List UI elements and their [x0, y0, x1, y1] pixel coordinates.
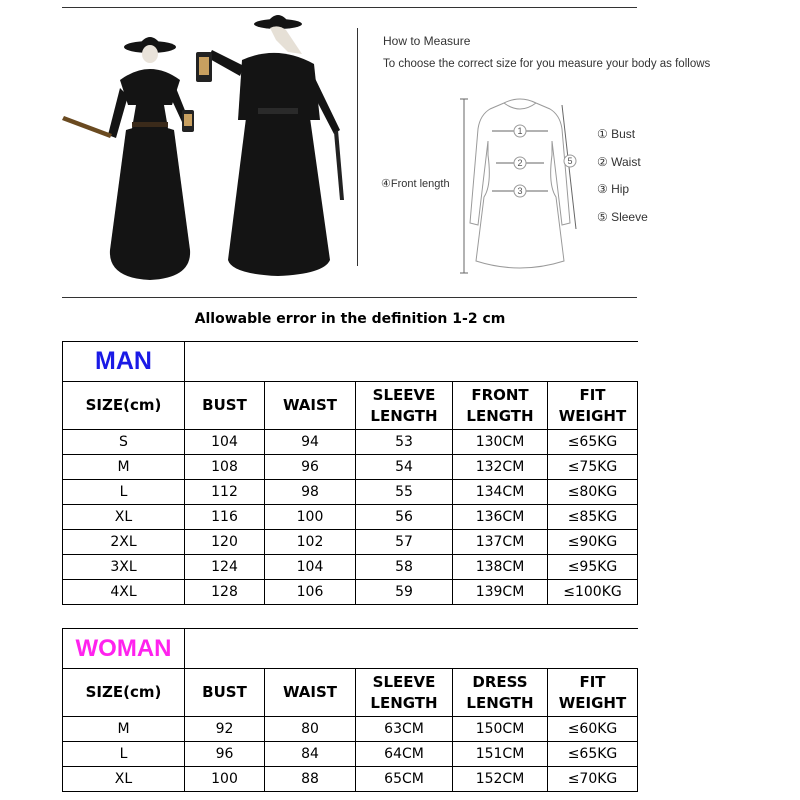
num-sleeve: 5 — [567, 156, 573, 166]
table-cell: 120 — [185, 530, 265, 555]
divider-rule — [62, 297, 637, 298]
table-cell: 100 — [185, 767, 265, 792]
woman-header-sleeve — [356, 669, 453, 717]
woman-title-blank — [185, 629, 638, 669]
table-cell: ≤60KG — [548, 717, 638, 742]
table-cell: 150CM — [453, 717, 548, 742]
table-cell: 116 — [185, 505, 265, 530]
num-waist: 2 — [517, 158, 523, 168]
header-line2: LENGTH — [370, 406, 438, 425]
table-cell: 55 — [356, 480, 453, 505]
allowable-error-note: Allowable error in the definition 1-2 cm — [194, 311, 506, 327]
dress-outline — [470, 99, 573, 268]
table-cell: ≤100KG — [548, 580, 638, 605]
table-cell: 3XL — [63, 555, 185, 580]
table-cell: L — [63, 480, 185, 505]
table-cell: 65CM — [356, 767, 453, 792]
table-cell: 124 — [185, 555, 265, 580]
woman-figure — [62, 37, 194, 280]
table-row — [63, 480, 638, 505]
table-cell: 151CM — [453, 742, 548, 767]
woman-title: WOMAN — [75, 634, 172, 662]
table-cell: 128 — [185, 580, 265, 605]
table-cell: 100 — [265, 505, 356, 530]
header-line1: SIZE(cm) — [85, 396, 162, 414]
man-body — [63, 430, 638, 605]
separator-vertical — [357, 28, 358, 266]
num-hip: 3 — [517, 186, 523, 196]
table-cell: 88 — [265, 767, 356, 792]
table-cell: 57 — [356, 530, 453, 555]
how-to-measure-description: To choose the correct size for you measure your body as follows — [383, 58, 711, 70]
table-cell: 2XL — [63, 530, 185, 555]
table-cell: 112 — [185, 480, 265, 505]
table-cell: 63CM — [356, 717, 453, 742]
legend-bust: ① Bust — [597, 127, 636, 141]
table-cell: 106 — [265, 580, 356, 605]
table-cell: ≤70KG — [548, 767, 638, 792]
costume-photo — [62, 10, 358, 292]
header-line1: BUST — [202, 683, 247, 701]
woman-header-size — [63, 669, 185, 717]
woman-header-fit — [548, 669, 638, 717]
table-cell: XL — [63, 767, 185, 792]
header-line1: FIT — [579, 672, 606, 691]
table-cell: 58 — [356, 555, 453, 580]
table-cell: 139CM — [453, 580, 548, 605]
header-line2: WEIGHT — [558, 693, 627, 712]
man-header-bust — [185, 382, 265, 430]
table-cell: 64CM — [356, 742, 453, 767]
header-line1: SIZE(cm) — [85, 683, 162, 701]
table-row — [63, 455, 638, 480]
header-line1: SLEEVE — [372, 672, 436, 691]
table-cell: 136CM — [453, 505, 548, 530]
num-bust: 1 — [517, 126, 523, 136]
woman-header-waist — [265, 669, 356, 717]
header-line2: LENGTH — [466, 693, 534, 712]
table-cell: 104 — [265, 555, 356, 580]
table-cell: ≤95KG — [548, 555, 638, 580]
woman-size-table — [62, 628, 638, 792]
table-cell: 84 — [265, 742, 356, 767]
table-cell: L — [63, 742, 185, 767]
table-cell: ≤90KG — [548, 530, 638, 555]
table-cell: 104 — [185, 430, 265, 455]
header-line1: FIT — [579, 385, 606, 404]
table-row — [63, 555, 638, 580]
woman-body — [63, 717, 638, 792]
header-line1: WAIST — [282, 396, 338, 414]
table-cell: 92 — [185, 717, 265, 742]
header-line1: DRESS — [472, 672, 528, 691]
table-cell: 137CM — [453, 530, 548, 555]
man-title-blank — [185, 342, 638, 382]
woman-header-bust — [185, 669, 265, 717]
table-row — [63, 580, 638, 605]
table-cell: 138CM — [453, 555, 548, 580]
table-cell: 59 — [356, 580, 453, 605]
how-to-measure-title: How to Measure — [383, 34, 471, 48]
table-cell: 102 — [265, 530, 356, 555]
legend-sleeve: ⑤ Sleeve — [597, 210, 648, 224]
header-line2: LENGTH — [466, 406, 534, 425]
table-row — [63, 430, 638, 455]
table-cell: 54 — [356, 455, 453, 480]
header-line1: SLEEVE — [372, 385, 436, 404]
table-row — [63, 742, 638, 767]
table-cell: ≤80KG — [548, 480, 638, 505]
table-cell: ≤75KG — [548, 455, 638, 480]
table-cell: 56 — [356, 505, 453, 530]
header-line1: FRONT — [471, 385, 529, 404]
legend-waist: ② Waist — [597, 155, 641, 169]
table-row — [63, 505, 638, 530]
table-cell: S — [63, 430, 185, 455]
table-cell: 96 — [265, 455, 356, 480]
table-cell: 4XL — [63, 580, 185, 605]
man-header-front — [453, 382, 548, 430]
man-title: MAN — [95, 347, 152, 375]
table-cell: M — [63, 717, 185, 742]
table-cell: 130CM — [453, 430, 548, 455]
woman-title-cell — [63, 629, 185, 669]
header-line2: LENGTH — [370, 693, 438, 712]
man-figure — [196, 15, 344, 276]
man-header-fit — [548, 382, 638, 430]
table-cell: M — [63, 455, 185, 480]
man-size-table — [62, 341, 638, 605]
table-cell: XL — [63, 505, 185, 530]
woman-header-dress — [453, 669, 548, 717]
man-header-waist — [265, 382, 356, 430]
man-title-cell — [63, 342, 185, 382]
legend-hip: ③ Hip — [597, 182, 630, 196]
table-cell: ≤65KG — [548, 742, 638, 767]
table-cell: 152CM — [453, 767, 548, 792]
top-rule — [62, 7, 637, 8]
table-cell: 132CM — [453, 455, 548, 480]
table-cell: 108 — [185, 455, 265, 480]
header-line1: WAIST — [282, 683, 338, 701]
table-row — [63, 717, 638, 742]
header-line1: BUST — [202, 396, 247, 414]
table-cell: 53 — [356, 430, 453, 455]
table-cell: 80 — [265, 717, 356, 742]
table-cell: 94 — [265, 430, 356, 455]
table-cell: ≤85KG — [548, 505, 638, 530]
header-line2: WEIGHT — [558, 406, 627, 425]
table-row — [63, 767, 638, 792]
table-cell: 98 — [265, 480, 356, 505]
man-header-row — [63, 382, 638, 430]
front-length-label: ④Front length — [381, 178, 450, 190]
woman-header-row — [63, 669, 638, 717]
man-header-sleeve — [356, 382, 453, 430]
table-cell: ≤65KG — [548, 430, 638, 455]
table-cell: 134CM — [453, 480, 548, 505]
table-cell: 96 — [185, 742, 265, 767]
man-header-size — [63, 382, 185, 430]
table-row — [63, 530, 638, 555]
